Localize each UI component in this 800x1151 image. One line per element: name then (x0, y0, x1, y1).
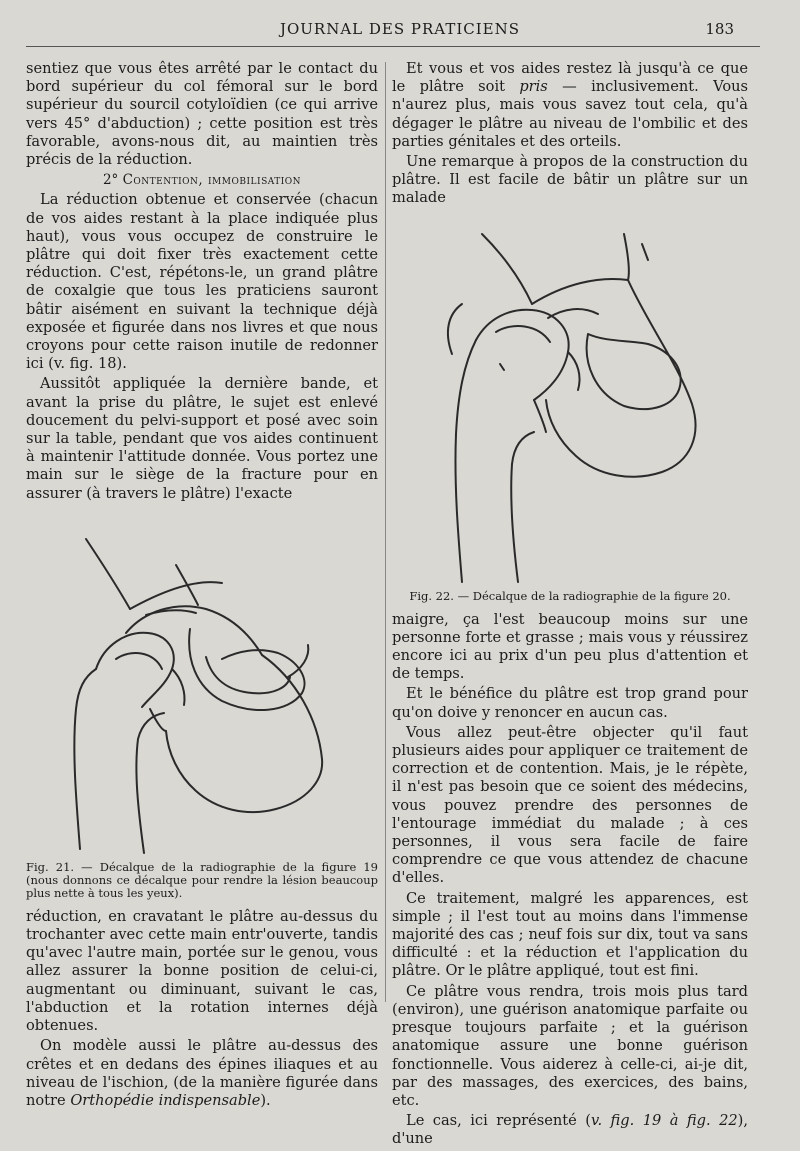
emphasis: pris (519, 78, 548, 96)
hip-tracing-fig22 (392, 214, 748, 586)
paragraph: Ce traitement, malgré les apparences, est simple ; il l'est tout au moins dans l'immense majorité des cas ; neuf fois sur dix, tout va sans difficulté : et la réduction et l'application du plâtre. Or le plâtre appliqué, tout est fini. (392, 889, 748, 980)
figure-21 (26, 509, 378, 900)
paragraph: Et vous et vos aides restez là jusqu'à ce que le plâtre soit pris — inclusivement. Vous n'aurez plus, mais vous savez tout cela, qu'à dégager le plâtre au niveau de l'ombilic et des parties génitales et des orteils. (392, 60, 748, 150)
heading-text: Contention, immobilisation (122, 172, 302, 189)
paragraph: Une remarque à propos de la construction du plâtre. Il est facile de bâtir un plâtre sur un malade (392, 153, 748, 207)
right-column (392, 60, 748, 1151)
paragraph: On modèle aussi le plâtre au-dessus des crêtes et en dedans des épines iliaques et au niveau de l'ischion, (de la manière figurée dans notre Orthopédie indispensable). (26, 1037, 378, 1109)
journal-title: JOURNAL DES PRATICIENS (279, 20, 521, 38)
left-column (26, 60, 378, 1112)
figure-reference: v. fig. 19 à fig. 22 (590, 1112, 738, 1130)
paragraph: sentiez que vous êtes arrêté par le contact du bord supérieur du col fémoral sur le bord supérieur du sourcil cotyloïdien (ce qui arrive vers 45° d'abduction) ; cette position est très favorable, avons-nous dit, au maintien très précis de la réduction. (26, 60, 378, 169)
paragraph: Aussitôt appliquée la dernière bande, et avant la prise du plâtre, le sujet est enlevé doucement du pelvi-support et posé avec soin sur la table, pendant que vos aides continuent à maintenir l'attitude donnée. Vous portez une main sur le siège de la fracture pour en assurer (à travers le plâtre) l'exacte (26, 375, 378, 502)
hip-tracing-fig21 (26, 509, 378, 857)
book-title: Orthopédie indispensable (70, 1091, 261, 1109)
figure-caption: Fig. 21. — Décalque de la radiographie de la figure 19 (nous donnons ce décalque pour rendre la lésion beaucoup plus nette à tous les yeux). (26, 859, 378, 900)
paragraph: maigre, ça l'est beaucoup moins sur une personne forte et grasse ; mais vous y réussirez encore ici au prix d'un peu plus d'attention et de temps. (392, 610, 748, 683)
paragraph: Et le bénéfice du plâtre est trop grand pour qu'on doive y renoncer en aucun cas. (392, 685, 748, 721)
section-heading (26, 171, 378, 189)
running-header (0, 20, 800, 44)
paragraph: La réduction obtenue et conservée (chacun de vos aides restant à la place indiquée plus haut), vous vous occupez de construire le plâtre qui doit fixer très exactement cette réduction. C'est, répétons-le, un grand plâtre de coxalgie que tous les praticiens sauront bâtir aisément en suivant la technique déjà exposée et figurée dans nos livres et que nous croyons pour cette raison inutile de redonner ici (v. fig. 18). (26, 191, 378, 373)
paragraph: Vous allez peut-être objecter qu'il faut plusieurs aides pour appliquer ce traitement de correction et de contention. Mais, je le répète, il n'est pas besoin que ce soient des médecins, vous pouvez prendre des personnes de l'entourage immédiat du malade ; à ces personnes, il vous sera facile de faire comprendre ce que vous attendez de chacune d'elles. (392, 723, 748, 887)
heading-number: 2° (102, 172, 119, 189)
figure-22 (392, 214, 748, 603)
paragraph: Ce plâtre vous rendra, trois mois plus tard (environ), une guérison anatomique parfaite ou presque toujours parfaite ; et la guérison anatomique assure une bonne guérison fonctionnelle. Vous aiderez à celle-ci, ai-je dit, par des massages, des exercices, des bains, etc. (392, 982, 748, 1109)
figure-caption: Fig. 22. — Décalque de la radiographie de la figure 20. (409, 588, 731, 603)
paragraph: Le cas, ici représenté (v. fig. 19 à fig. 22), d'une (392, 1112, 748, 1148)
header-rule (26, 46, 760, 47)
paragraph: réduction, en cravatant le plâtre au-dessus du trochanter avec cette main entr'ouverte, tandis qu'avec l'autre main, portée sur le genou, vous allez assurer la bonne position de celui-ci, augmentant ou diminuant, suivant le cas, l'abduction et la rotation internes déjà obtenues. (26, 907, 378, 1035)
page-number: 183 (705, 20, 734, 38)
column-separator (385, 62, 386, 1002)
